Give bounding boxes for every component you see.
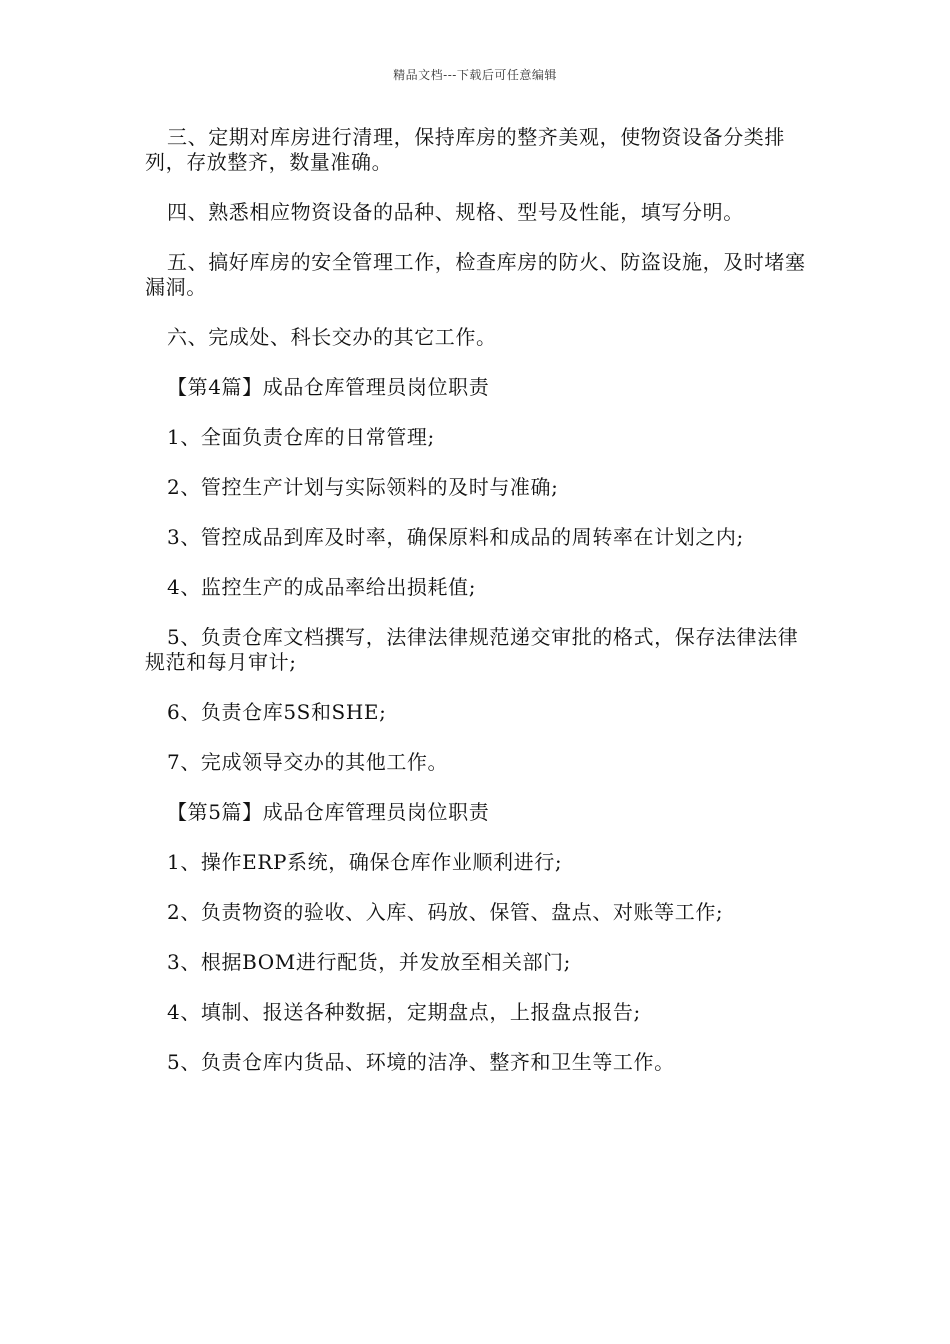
list-item: 5、负责仓库内货品、环境的洁净、整齐和卫生等工作。 <box>167 1050 675 1074</box>
section-heading-4: 【第4篇】成品仓库管理员岗位职责 <box>167 375 490 399</box>
document-body <box>145 125 810 1100</box>
list-item: 7、完成领导交办的其他工作。 <box>167 750 449 774</box>
page-header: 精品文档---下载后可任意编辑 <box>393 68 557 82</box>
paragraph-item-3: 三、定期对库房进行清理，保持库房的整齐美观，使物资设备分类排列，存放整齐，数量准确。 <box>145 125 785 174</box>
list-item: 4、填制、报送各种数据，定期盘点，上报盘点报告; <box>167 1000 641 1024</box>
list-item: 6、负责仓库5S和SHE; <box>167 700 387 724</box>
list-item: 3、管控成品到库及时率，确保原料和成品的周转率在计划之内; <box>167 525 744 549</box>
paragraph-item-6: 六、完成处、科长交办的其它工作。 <box>167 325 497 349</box>
paragraph-item-5: 五、搞好库房的安全管理工作，检查库房的防火、防盗设施，及时堵塞漏洞。 <box>145 250 806 299</box>
list-item: 2、管控生产计划与实际领料的及时与准确; <box>167 475 559 499</box>
list-item: 1、操作ERP系统，确保仓库作业顺利进行; <box>167 850 563 874</box>
paragraph-item-4: 四、熟悉相应物资设备的品种、规格、型号及性能，填写分明。 <box>167 200 744 224</box>
list-item: 5、负责仓库文档撰写，法律法律规范递交审批的格式，保存法律法律规范和每月审计; <box>145 625 799 674</box>
list-item: 1、全面负责仓库的日常管理; <box>167 425 435 449</box>
list-item: 4、监控生产的成品率给出损耗值; <box>167 575 477 599</box>
list-item: 3、根据BOM进行配货，并发放至相关部门; <box>167 950 572 974</box>
section-heading-5: 【第5篇】成品仓库管理员岗位职责 <box>167 800 490 824</box>
list-item: 2、负责物资的验收、入库、码放、保管、盘点、对账等工作; <box>167 900 724 924</box>
